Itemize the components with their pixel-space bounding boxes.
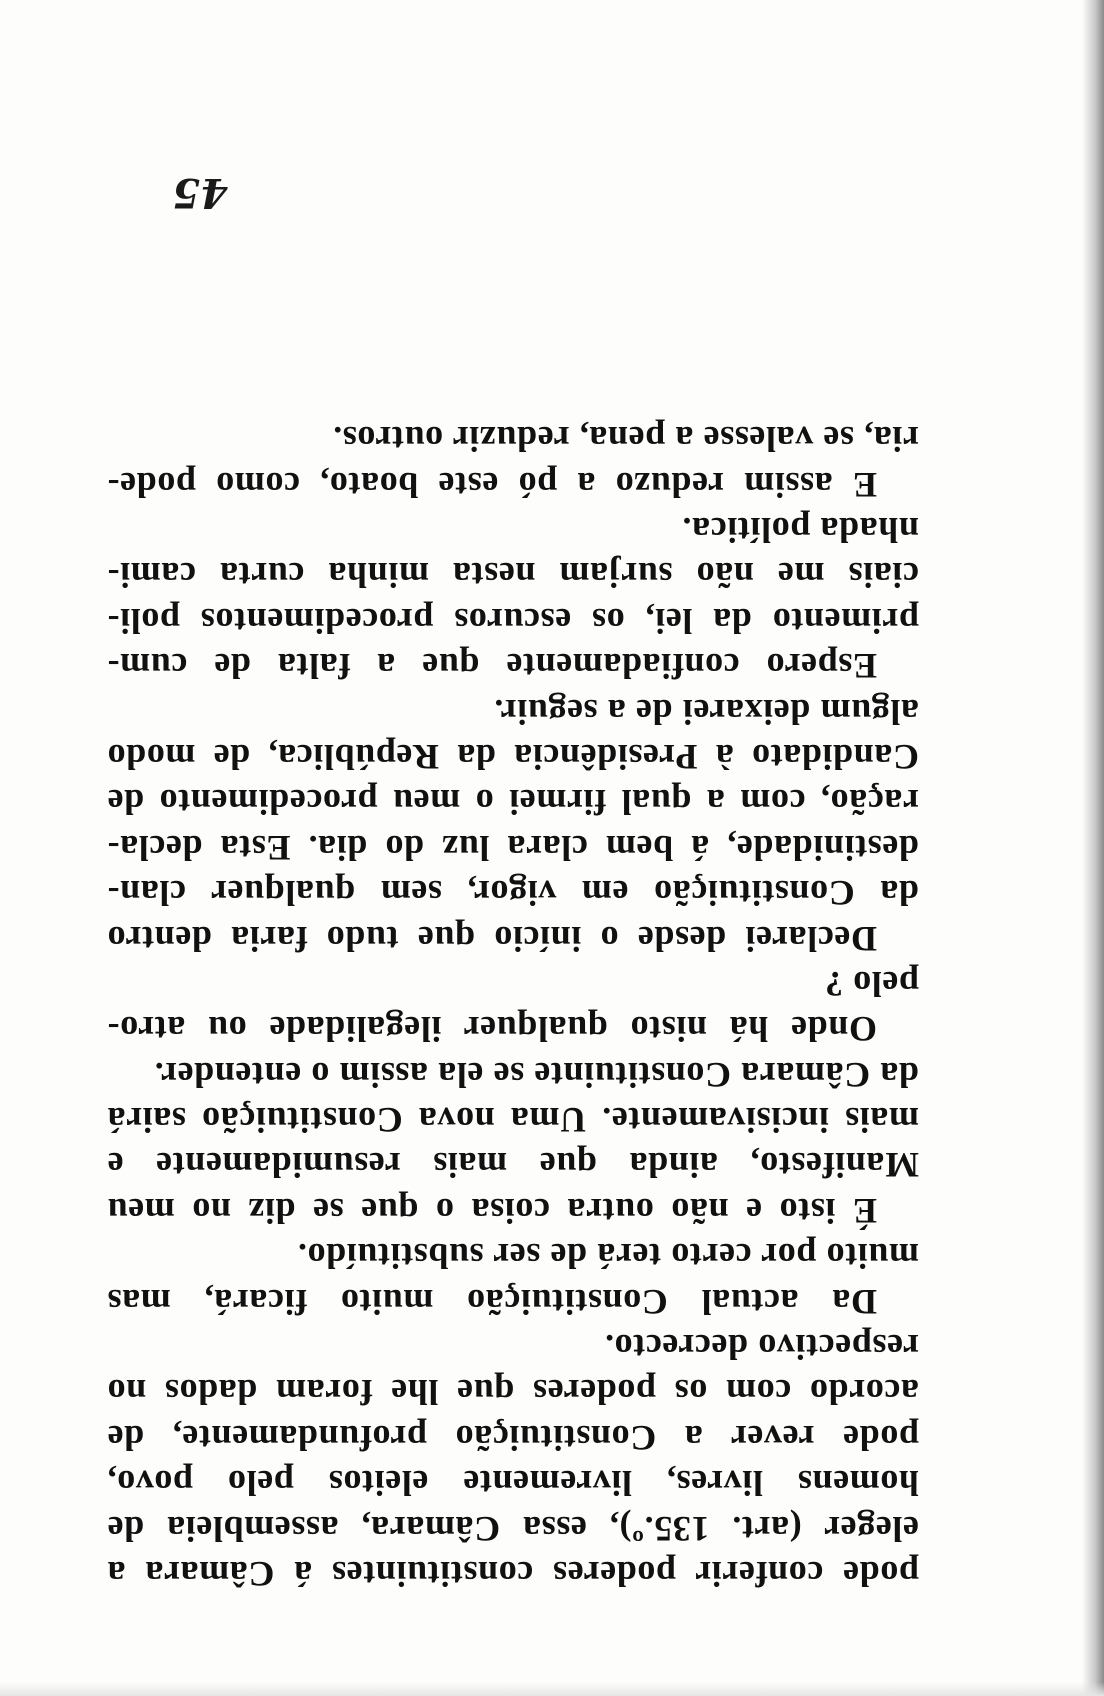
text-line: É isto e não outra coisa o que se diz no meu (107, 1190, 877, 1231)
text-line: Declarei desde o início que tudo faria dentro (107, 918, 877, 959)
text-line: Espero confiadamente que a falta de cum- (107, 646, 877, 687)
text-line: da Constituição em vigor, sem qualquer clan- (107, 873, 919, 914)
text-line: E assim reduzo a pó este boato, como pode- (107, 464, 877, 505)
text-line: Onde há nisto qualquer ilegalidade ou atro- (107, 1009, 877, 1050)
text-line: algum deixarei de a seguir. (493, 691, 919, 732)
text-line: acordo com os poderes que lhe foram dados no (107, 1372, 919, 1413)
text-line: muito por certo terá de ser substituído. (297, 1236, 919, 1277)
text-line: destinidade, á bem clara luz do dia. Esta decla- (107, 827, 919, 868)
text-line: da Câmara Constituinte se ela assim o entender. (154, 1054, 919, 1095)
text-line: pode conferir poderes constituintes á Câmara a (107, 1554, 919, 1594)
text-line: primento da lei, os escuros procedimentos poli- (107, 600, 919, 641)
body-text (107, 416, 919, 1596)
text-line: homens livres, livremente eleitos pelo povo, (107, 1463, 919, 1504)
page-number: 45 (172, 169, 228, 216)
text-line: Da actual Constituição muito ficará, mas (107, 1281, 877, 1322)
scan-edge (0, 1682, 1104, 1696)
text-line: pelo ? (824, 963, 919, 1004)
text-line: eleger (art. 135.º), essa Câmara, assembleia de (107, 1508, 919, 1549)
text-line: nhada política. (681, 510, 919, 551)
binding-shadow (1082, 0, 1104, 1696)
text-line: ria, se valesse a pena, reduzir outros. (332, 419, 919, 460)
text-line: pode rever a Constituição profundamente, de (107, 1417, 919, 1458)
text-line: ciais me não surjam nesta minha curta cami- (107, 555, 919, 596)
text-line: mais incisivamente. Uma nova Constituição sairá (107, 1100, 919, 1141)
text-line: respectivo decrecto. (604, 1327, 919, 1368)
text-line: Manifesto, ainda que mais resumidamente e (107, 1145, 919, 1186)
text-line: Candidato à Presidência da República, de modo (107, 736, 919, 777)
text-line: ração, com a qual firmei o meu procedimento de (107, 782, 919, 823)
